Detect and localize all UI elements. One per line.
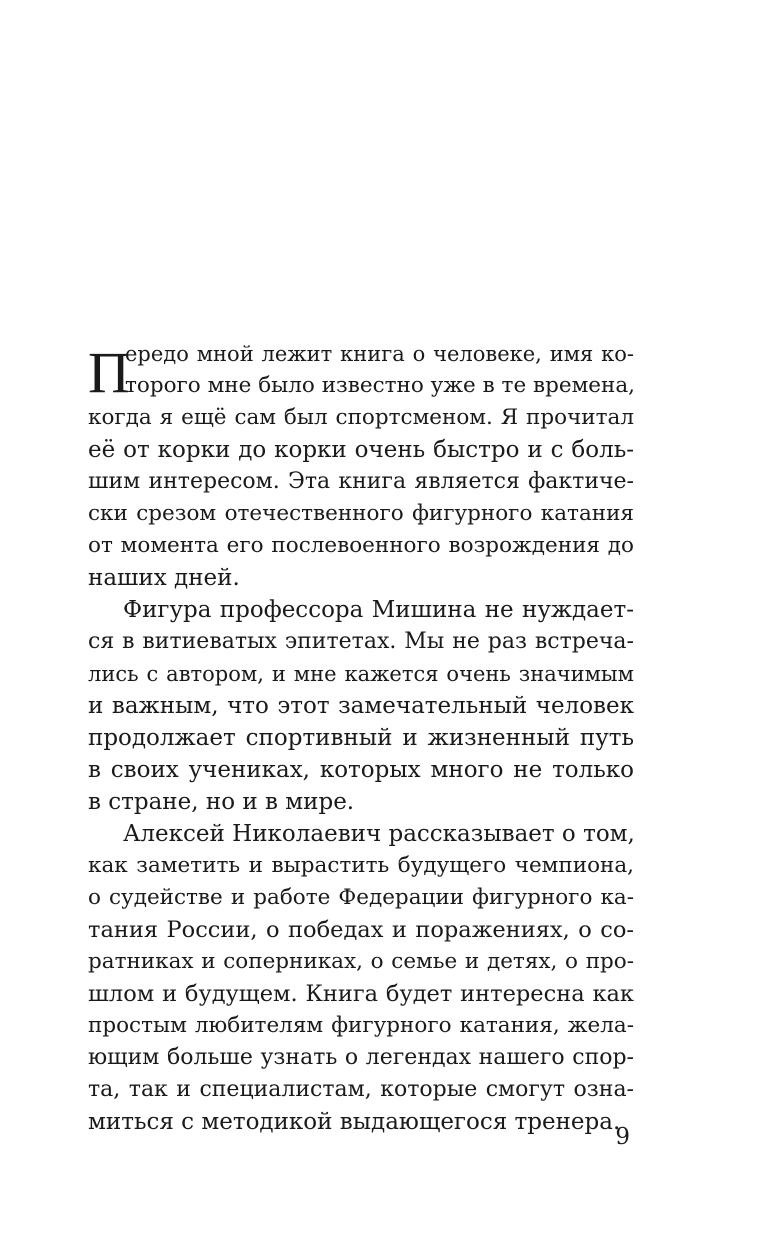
text-line: в стране, но и в мире.: [88, 789, 355, 815]
text-line: ратниках и соперниках, о семье и детях, о про-: [88, 949, 634, 974]
text-line: тания России, о победах и поражениях, о со-: [88, 917, 634, 943]
text-line: ющим больше узнать о легендах нашего спор-: [88, 1045, 634, 1070]
text-line: шим интересом. Эта книга является фактиче-: [88, 469, 634, 494]
text-line: её от корки до корки очень быстро и с боль-: [88, 437, 634, 463]
text-line: лись с автором, и мне кажется очень значимым: [88, 662, 634, 686]
page-number: 9: [615, 1124, 630, 1150]
text-line: продолжает спортивный и жизненный путь: [88, 725, 634, 751]
drop-cap-letter: П: [88, 340, 130, 405]
text-line: в своих учениках, которых много не только: [88, 757, 634, 783]
text-line: ся в витиеватых эпитетах. Мы не раз встреча-: [88, 629, 634, 654]
paragraph-1: [88, 338, 634, 594]
text-line: торого мне было известно уже в те времена,: [125, 373, 636, 398]
text-line: от момента его послевоенного возрождения до: [88, 533, 634, 558]
text-line: та, так и специалистам, которые смогут озна-: [88, 1077, 634, 1102]
text-line: Фигура профессора Мишина не нуждает-: [123, 597, 634, 623]
paragraph-3: [88, 818, 634, 1138]
text-line: как заметить и вырастить будущего чемпиона,: [88, 853, 634, 878]
text-line: ередо мной лежит книга о человеке, имя ко-: [125, 342, 634, 366]
paragraph-2: [88, 594, 634, 818]
text-line: миться с методикой выдающегося тренера.: [88, 1109, 621, 1135]
text-line: когда я ещё сам был спортсменом. Я прочитал: [88, 405, 634, 430]
text-line: наших дней.: [88, 565, 240, 591]
text-line: Алексей Николаевич рассказывает о том,: [123, 821, 635, 847]
text-line: о судействе и работе Федерации фигурного ка-: [88, 885, 634, 910]
text-line: простым любителям фигурного катания, жела-: [88, 1013, 634, 1038]
text-line: и важным, что этот замечательный человек: [88, 693, 634, 719]
text-line: ски срезом отечественного фигурного катания: [88, 501, 634, 526]
body-text: [88, 338, 634, 1138]
text-line: шлом и будущем. Книга будет интересна как: [88, 981, 634, 1007]
